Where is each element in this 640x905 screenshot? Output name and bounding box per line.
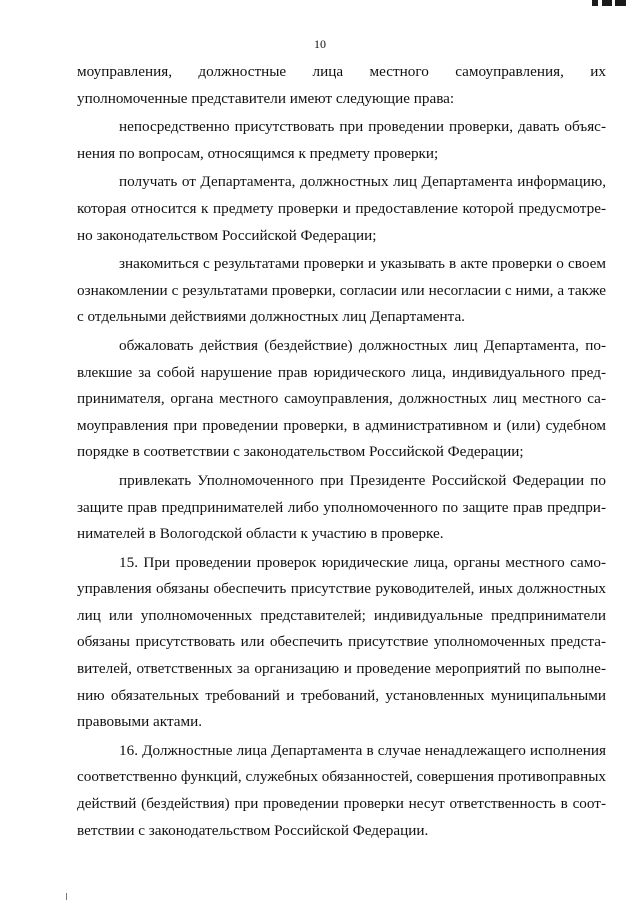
page-number: 10 [314, 37, 326, 51]
paragraph-rights-intro: моуправления, должностные лица местного самоуправления, их уполномоченные представители имеют следующие права: [77, 63, 606, 107]
paragraph-right-attend: непосредственно присутствовать при проведении проверки, давать объяснения по вопросам, относящимся к предмету проверки; [77, 118, 606, 162]
paragraph-item-16: 16. Должностные лица Департамента в случае ненадлежащего исполнения соответственно функций, служебных обязанностей, совершения противоправных действий (бездействия) при проведении проверки несут ответственность в соответствии с законодательством Российской Федерации. [77, 741, 606, 839]
scan-artifact-mark [592, 0, 626, 6]
paragraph-right-receive-info: получать от Департамента, должностных лиц Департамента информацию, которая относится к предмету проверки и предоставление которой предусмотрено законодательством Российской Федерации; [77, 173, 606, 244]
scan-artifact-tick [66, 893, 67, 900]
paragraph-right-ombudsman: привлекать Уполномоченного при Президенте Российской Федерации по защите прав предпринимателей либо уполномоченного по защите прав предпринимателей в Вологодской области к участию в проверке. [77, 471, 606, 543]
paragraph-item-15: 15. При проведении проверок юридические лица, органы местного самоуправления обязаны обеспечить присутствие руководителей, иных должностных лиц или уполномоченных представителей; индивидуальные предприниматели обязаны присутствовать или обеспечить присутствие уполномоченных представителей, ответственных за организацию и проведение мероприятий по выполнению обязательных требований и требований, установленных муниципальными правовыми актами. [77, 553, 606, 731]
paragraph-right-review-results: знакомиться с результатами проверки и указывать в акте проверки о своем ознакомлении с результатами проверки, согласии или несогласии с ними, а также с отдельными действиями должностных лиц Департамента. [77, 255, 606, 326]
paragraph-right-appeal: обжаловать действия (бездействие) должностных лиц Департамента, повлекшие за собой нарушение прав юридического лица, индивидуального предпринимателя, органа местного самоуправления, должностных лиц местного самоуправления при проведении проверки, в административном и (или) судебном порядке в соответствии с законодательством Российской Федерации; [77, 336, 606, 461]
document-body [77, 59, 606, 844]
